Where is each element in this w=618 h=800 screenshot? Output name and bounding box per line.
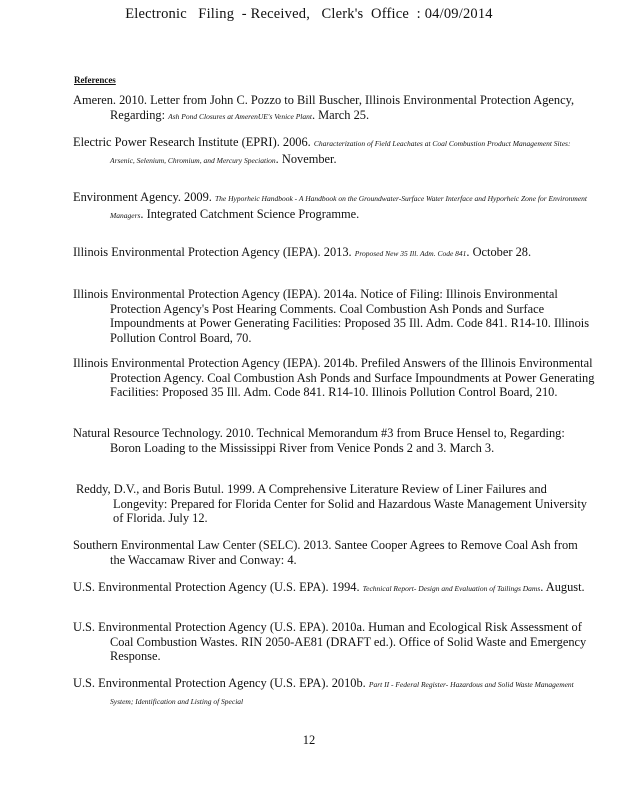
reference-text-end: . October 28. (466, 245, 532, 259)
reference-text: Illinois Environmental Protection Agency (IEPA). 2014a. Notice of Filing: Illinois Environmental Protection Agency's Post Hearing Comments. Coal Combustion Ash Ponds and Surface Impoundments at Power Generating Facilities: Proposed 35 Ill. Adm. Code 841. R14-10. Illinois Pollution Control Board, 70. (73, 287, 590, 345)
reference-text: Illinois Environmental Protection Agency (IEPA). 2014b. Prefiled Answers of the Illinois Environmental Protection Agency. Coal Combustion Ash Ponds and Surface Impoundments at Power Generating Facilities: Proposed 35 Ill. Adm. Code 841. R14-10. Illinois Pollution Control Board, 210. (73, 356, 595, 400)
reference-entry (76, 482, 595, 526)
filing-stamp-header: Electronic Filing - Received, Clerk's Office : 04/09/2014 (125, 6, 493, 22)
reference-entry (73, 93, 595, 124)
reference-title: Proposed New 35 Ill. Adm. Code 841 (354, 249, 467, 258)
reference-text: U.S. Environmental Protection Agency (U.S. EPA). 2010b. (73, 676, 369, 690)
reference-entry (73, 356, 595, 400)
reference-title: The Hyporheic Handbook - A Handbook on the Groundwater-Surface Water Interface and Hyporheic Zone for Environment Managers (110, 194, 587, 220)
reference-title: Characterization of Field Leachates at Coal Combustion Product Management Sites: Arsenic, Selenium, Chromium, and Mercury Speciation (110, 139, 571, 165)
reference-text: Electric Power Research Institute (EPRI). 2006. (73, 135, 314, 149)
reference-text-end: . Integrated Catchment Science Programme. (140, 206, 360, 221)
reference-entry (73, 426, 595, 455)
reference-entry (73, 676, 595, 709)
reference-title: Part II - Federal Register- Hazardous and Solid Waste Management System; Identification and Listing of Special (110, 680, 574, 706)
reference-text: Environment Agency. 2009. (73, 190, 216, 204)
reference-entry (73, 620, 595, 664)
references-heading: References (74, 75, 116, 85)
reference-entry (73, 135, 595, 168)
reference-text-end: . August. (540, 580, 585, 594)
reference-text-end: . November. (275, 151, 337, 166)
reference-title: Technical Report- Design and Evaluation of Tailings Dams (362, 584, 541, 593)
reference-text: U.S. Environmental Protection Agency (U.S. EPA). 1994. (73, 580, 363, 594)
reference-text: Ameren. 2010. Letter from John C. Pozzo to Bill Buscher, Illinois Environmental Protection Agency, Regarding: (73, 93, 575, 122)
reference-text: U.S. Environmental Protection Agency (U.S. EPA). 2010a. Human and Ecological Risk Assessment of Coal Combustion Wastes. RIN 2050-AE81 (DRAFT ed.). Office of Solid Waste and Emergency Response. (73, 620, 587, 664)
reference-text-end: . March 25. (311, 107, 370, 122)
reference-title: Ash Pond Closures at AmerenUE's Venice Plant (168, 111, 312, 121)
reference-entry (73, 580, 595, 597)
reference-entry (73, 287, 595, 345)
reference-entry (73, 190, 595, 223)
reference-text: Reddy, D.V., and Boris Butul. 1999. A Comprehensive Literature Review of Liner Failures and Longevity: Prepared for Florida Center for Solid and Hazardous Waste Management University of Florida. July 12. (76, 482, 587, 526)
reference-entry (73, 245, 595, 262)
reference-text: Southern Environmental Law Center (SELC). 2013. Santee Cooper Agrees to Remove Coal Ash from the Waccamaw River and Conway: 4. (73, 538, 578, 567)
reference-text: Illinois Environmental Protection Agency (IEPA). 2013. (73, 245, 355, 259)
reference-text: Natural Resource Technology. 2010. Technical Memorandum #3 from Bruce Hensel to, Regarding: Boron Loading to the Mississippi River from Venice Ponds 2 and 3. March 3. (73, 426, 565, 455)
page-number: 12 (302, 733, 316, 747)
reference-entry (73, 538, 595, 567)
